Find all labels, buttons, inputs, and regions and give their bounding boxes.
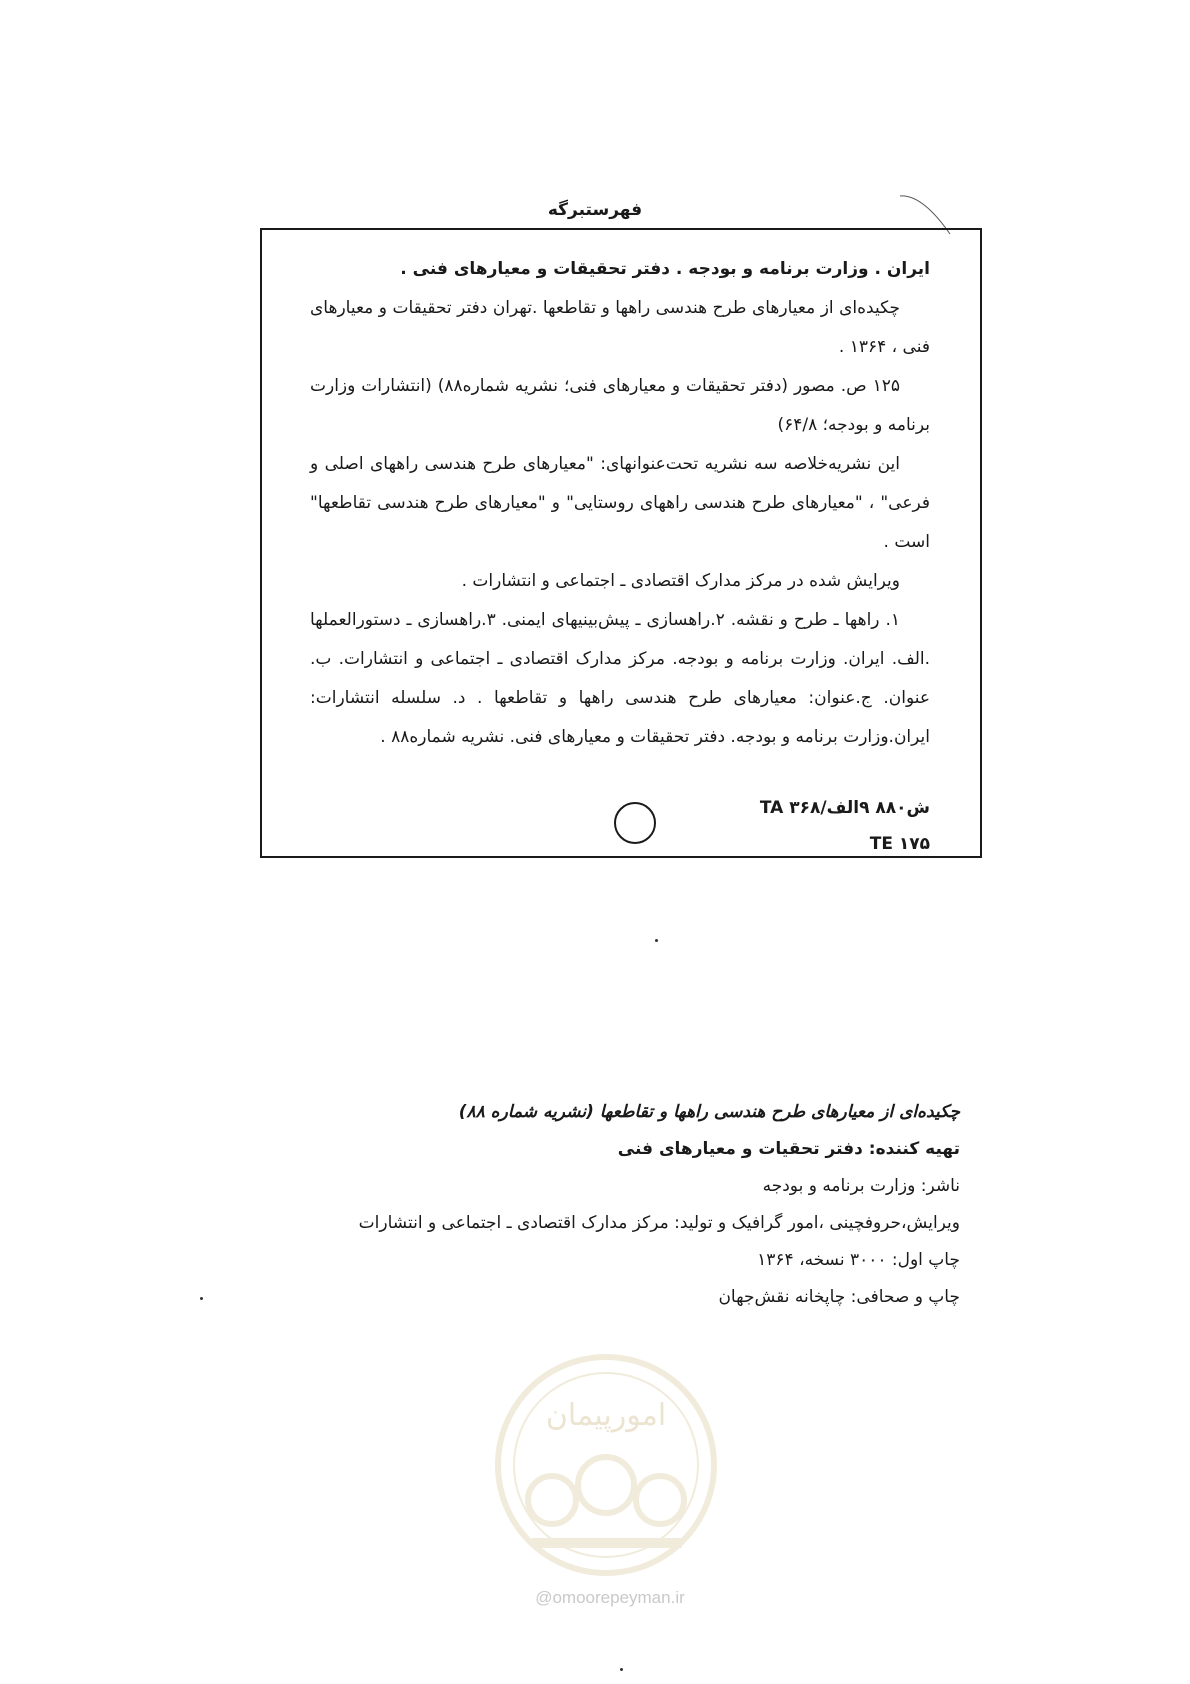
catalog-card — [260, 228, 982, 858]
catalog-note-editing: ویرایش شده در مرکز مدارک اقتصادی ـ اجتماعی و انتشارات . — [461, 571, 900, 591]
imprint-prepared-by: تهیه کننده: دفتر تحقیات و معیارهای فنی — [617, 1139, 960, 1159]
watermark-logo-text: امورپیمان — [545, 1398, 667, 1433]
watermark-logo — [492, 1350, 720, 1580]
catalog-tracings: ۱. راهها ـ طرح و نقشه. ۲.راهسازی ـ پیش‌بینیهای ایمنی. ۳.راهسازی ـ دستورالعملها .الف. ایران. وزارت برنامه و بودجه. مرکز مدارک اقتصادی ـ اجتماعی و انتشارات. ب. عنوان. ج.عنوان: معیارهای طرح هندسی راهها و تقاطعها . د. سلسله انتشارات: ایران.وزارت برنامه و بودجه. دفتر تحقیقات و معیارهای فنی. نشریه شماره۸۸ . — [310, 610, 930, 747]
catalog-main-entry: ایران . وزارت برنامه و بودجه . دفتر تحقیقات و معیارهای فنی . — [400, 259, 930, 279]
circle-stamp-mark — [614, 802, 656, 844]
catalog-note-summary: این نشریه‌خلاصه سه نشریه تحت‌عنوانهای: "معیارهای طرح هندسی راههای اصلی و فرعی" ، "معیارهای طرح هندسی راههای روستایی" و "معیارهای طرح هندسی تقاطعها" است . — [310, 454, 930, 552]
page-title: فهرستبرگه — [547, 200, 643, 220]
call-number-line-2: TE ۱۷۵ — [869, 834, 930, 854]
call-number — [760, 790, 930, 862]
scan-speck — [655, 939, 658, 942]
imprint-editing: ویرایش،حروفچینی ،امور گرافیک و تولید: مرکز مدارک اقتصادی ـ اجتماعی و انتشارات — [358, 1213, 960, 1233]
catalog-title-statement: چکیده‌ای از معیارهای طرح هندسی راهها و تقاطعها .تهران دفتر تحقیقات و معیارهای فنی ، ۱۳۶۴ . — [310, 298, 930, 357]
imprint-title: چکیده‌ای از معیارهای طرح هندسی راهها و تقاطعها (نشریه‌ شماره ۸۸) — [458, 1102, 960, 1122]
call-number-line-1: ش۸۸۰ ۹الف/۳۶۸ TA — [759, 798, 930, 818]
imprint-publisher: ناشر: وزارت برنامه و بودجه — [762, 1176, 960, 1196]
imprint-edition: چاپ اول: ۳۰۰۰ نسخه، ۱۳۶۴ — [757, 1250, 960, 1270]
imprint-block — [240, 1094, 960, 1316]
imprint-printing: چاپ و صحافی: چاپخانه‌ نقش‌جهان — [718, 1287, 960, 1307]
scan-speck — [200, 1297, 203, 1300]
scan-speck — [620, 1668, 623, 1671]
catalog-physical-description: ۱۲۵ ص. مصور (دفتر تحقیقات و معیارهای فنی؛ نشریه شماره۸۸) (انتشارات وزارت برنامه و بودجه؛ ۶۴/۸) — [310, 376, 930, 435]
watermark-site-text: @omoorepeyman.ir — [535, 1588, 685, 1607]
